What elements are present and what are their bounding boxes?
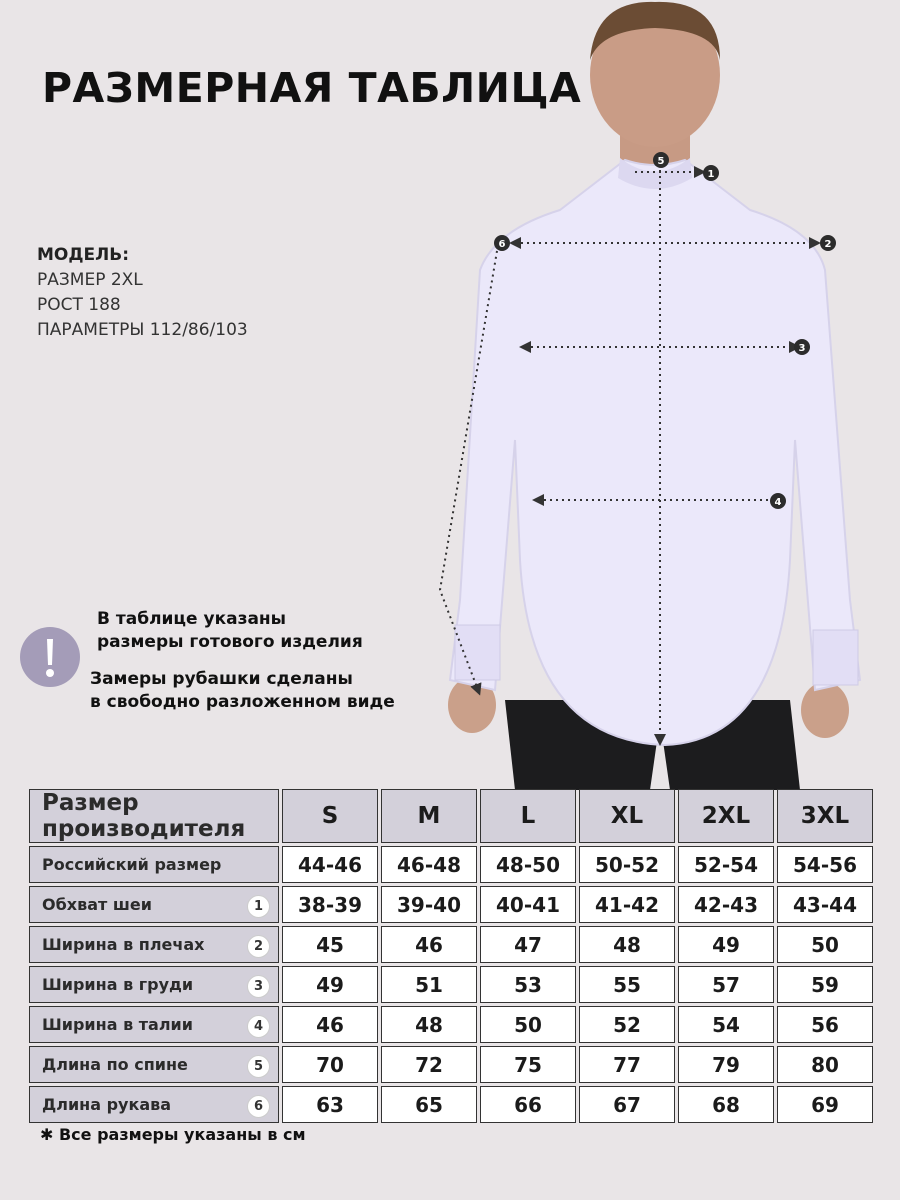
table-cell: 48 <box>579 926 675 963</box>
footer-note: ✱ Все размеры указаны в см <box>40 1125 306 1144</box>
table-cell: 79 <box>678 1046 774 1083</box>
table-cell: 43-44 <box>777 886 873 923</box>
marker-6 <box>494 235 510 251</box>
size-header: XL <box>579 789 675 843</box>
table-cell: 50 <box>777 926 873 963</box>
table-row <box>29 926 873 963</box>
row-label <box>29 1006 279 1043</box>
measure-number-badge: 1 <box>247 895 270 918</box>
row-label-text: Ширина в талии <box>42 1015 193 1034</box>
table-cell: 80 <box>777 1046 873 1083</box>
measure-number-badge: 3 <box>247 975 270 998</box>
table-cell: 51 <box>381 966 477 1003</box>
size-header: M <box>381 789 477 843</box>
row-label <box>29 1086 279 1123</box>
table-cell: 63 <box>282 1086 378 1123</box>
left-cuff <box>455 625 500 680</box>
marker-1 <box>703 165 719 181</box>
table-cell: 69 <box>777 1086 873 1123</box>
table-cell: 49 <box>282 966 378 1003</box>
size-table <box>26 786 876 1126</box>
model-photo <box>420 0 900 790</box>
note-measurements: Замеры рубашки сделаны в свободно разложенном виде <box>90 669 395 712</box>
table-cell: 67 <box>579 1086 675 1123</box>
page-title: РАЗМЕРНАЯ ТАБЛИЦА <box>42 64 582 112</box>
table-cell: 46 <box>381 926 477 963</box>
table-cell: 57 <box>678 966 774 1003</box>
exclamation-icon <box>20 627 80 687</box>
table-header-row <box>29 789 873 843</box>
svg-text:2: 2 <box>824 239 832 250</box>
size-header: 3XL <box>777 789 873 843</box>
model-info <box>37 243 248 343</box>
marker-5 <box>653 152 669 168</box>
measure-number-badge: 2 <box>247 935 270 958</box>
table-cell: 44-46 <box>282 846 378 883</box>
table-cell: 54-56 <box>777 846 873 883</box>
svg-text:3: 3 <box>798 343 806 354</box>
row-label-text: Длина рукава <box>42 1095 172 1114</box>
row-label <box>29 1046 279 1083</box>
row-label <box>29 926 279 963</box>
table-cell: 41-42 <box>579 886 675 923</box>
table-cell: 59 <box>777 966 873 1003</box>
table-cell: 56 <box>777 1006 873 1043</box>
model-size: РАЗМЕР 2XL <box>37 270 143 290</box>
right-cuff <box>813 630 858 685</box>
table-cell: 72 <box>381 1046 477 1083</box>
svg-text:4: 4 <box>774 497 782 508</box>
row-label <box>29 846 279 883</box>
model-heading: МОДЕЛЬ: <box>37 245 129 265</box>
note-finished-item: В таблице указаны размеры готового изделия <box>97 609 363 652</box>
marker-3 <box>794 339 810 355</box>
row-label <box>29 886 279 923</box>
measure-number-badge: 4 <box>247 1015 270 1038</box>
table-cell: 53 <box>480 966 576 1003</box>
marker-2 <box>820 235 836 251</box>
table-cell: 70 <box>282 1046 378 1083</box>
shirt <box>450 160 860 745</box>
row-label-text: Российский размер <box>42 855 222 874</box>
table-row <box>29 1086 873 1123</box>
table-row <box>29 886 873 923</box>
table-row <box>29 966 873 1003</box>
table-cell: 46-48 <box>381 846 477 883</box>
svg-text:1: 1 <box>707 169 715 180</box>
table-cell: 68 <box>678 1086 774 1123</box>
table-cell: 42-43 <box>678 886 774 923</box>
row-label-text: Ширина в плечах <box>42 935 205 954</box>
table-cell: 52-54 <box>678 846 774 883</box>
table-cell: 45 <box>282 926 378 963</box>
right-hand <box>801 682 849 738</box>
table-cell: 55 <box>579 966 675 1003</box>
size-header: S <box>282 789 378 843</box>
table-cell: 39-40 <box>381 886 477 923</box>
svg-text:6: 6 <box>498 239 506 250</box>
table-row <box>29 846 873 883</box>
measure-number-badge: 5 <box>247 1055 270 1078</box>
row-label <box>29 966 279 1003</box>
table-cell: 75 <box>480 1046 576 1083</box>
table-cell: 66 <box>480 1086 576 1123</box>
table-cell: 50-52 <box>579 846 675 883</box>
table-cell: 50 <box>480 1006 576 1043</box>
table-cell: 65 <box>381 1086 477 1123</box>
model-params: ПАРАМЕТРЫ 112/86/103 <box>37 320 248 340</box>
marker-4 <box>770 493 786 509</box>
table-cell: 54 <box>678 1006 774 1043</box>
table-cell: 38-39 <box>282 886 378 923</box>
table-cell: 47 <box>480 926 576 963</box>
table-cell: 52 <box>579 1006 675 1043</box>
row-label-text: Обхват шеи <box>42 895 152 914</box>
table-cell: 77 <box>579 1046 675 1083</box>
table-cell: 49 <box>678 926 774 963</box>
table-cell: 48 <box>381 1006 477 1043</box>
size-header: 2XL <box>678 789 774 843</box>
table-row <box>29 1046 873 1083</box>
row-label-text: Ширина в груди <box>42 975 194 994</box>
header-label: Размер производителя <box>29 789 279 843</box>
model-height: РОСТ 188 <box>37 295 121 315</box>
size-header: L <box>480 789 576 843</box>
table-cell: 46 <box>282 1006 378 1043</box>
table-cell: 40-41 <box>480 886 576 923</box>
row-label-text: Длина по спине <box>42 1055 188 1074</box>
measure-number-badge: 6 <box>247 1095 270 1118</box>
table-cell: 48-50 <box>480 846 576 883</box>
svg-text:5: 5 <box>657 156 665 167</box>
table-row <box>29 1006 873 1043</box>
